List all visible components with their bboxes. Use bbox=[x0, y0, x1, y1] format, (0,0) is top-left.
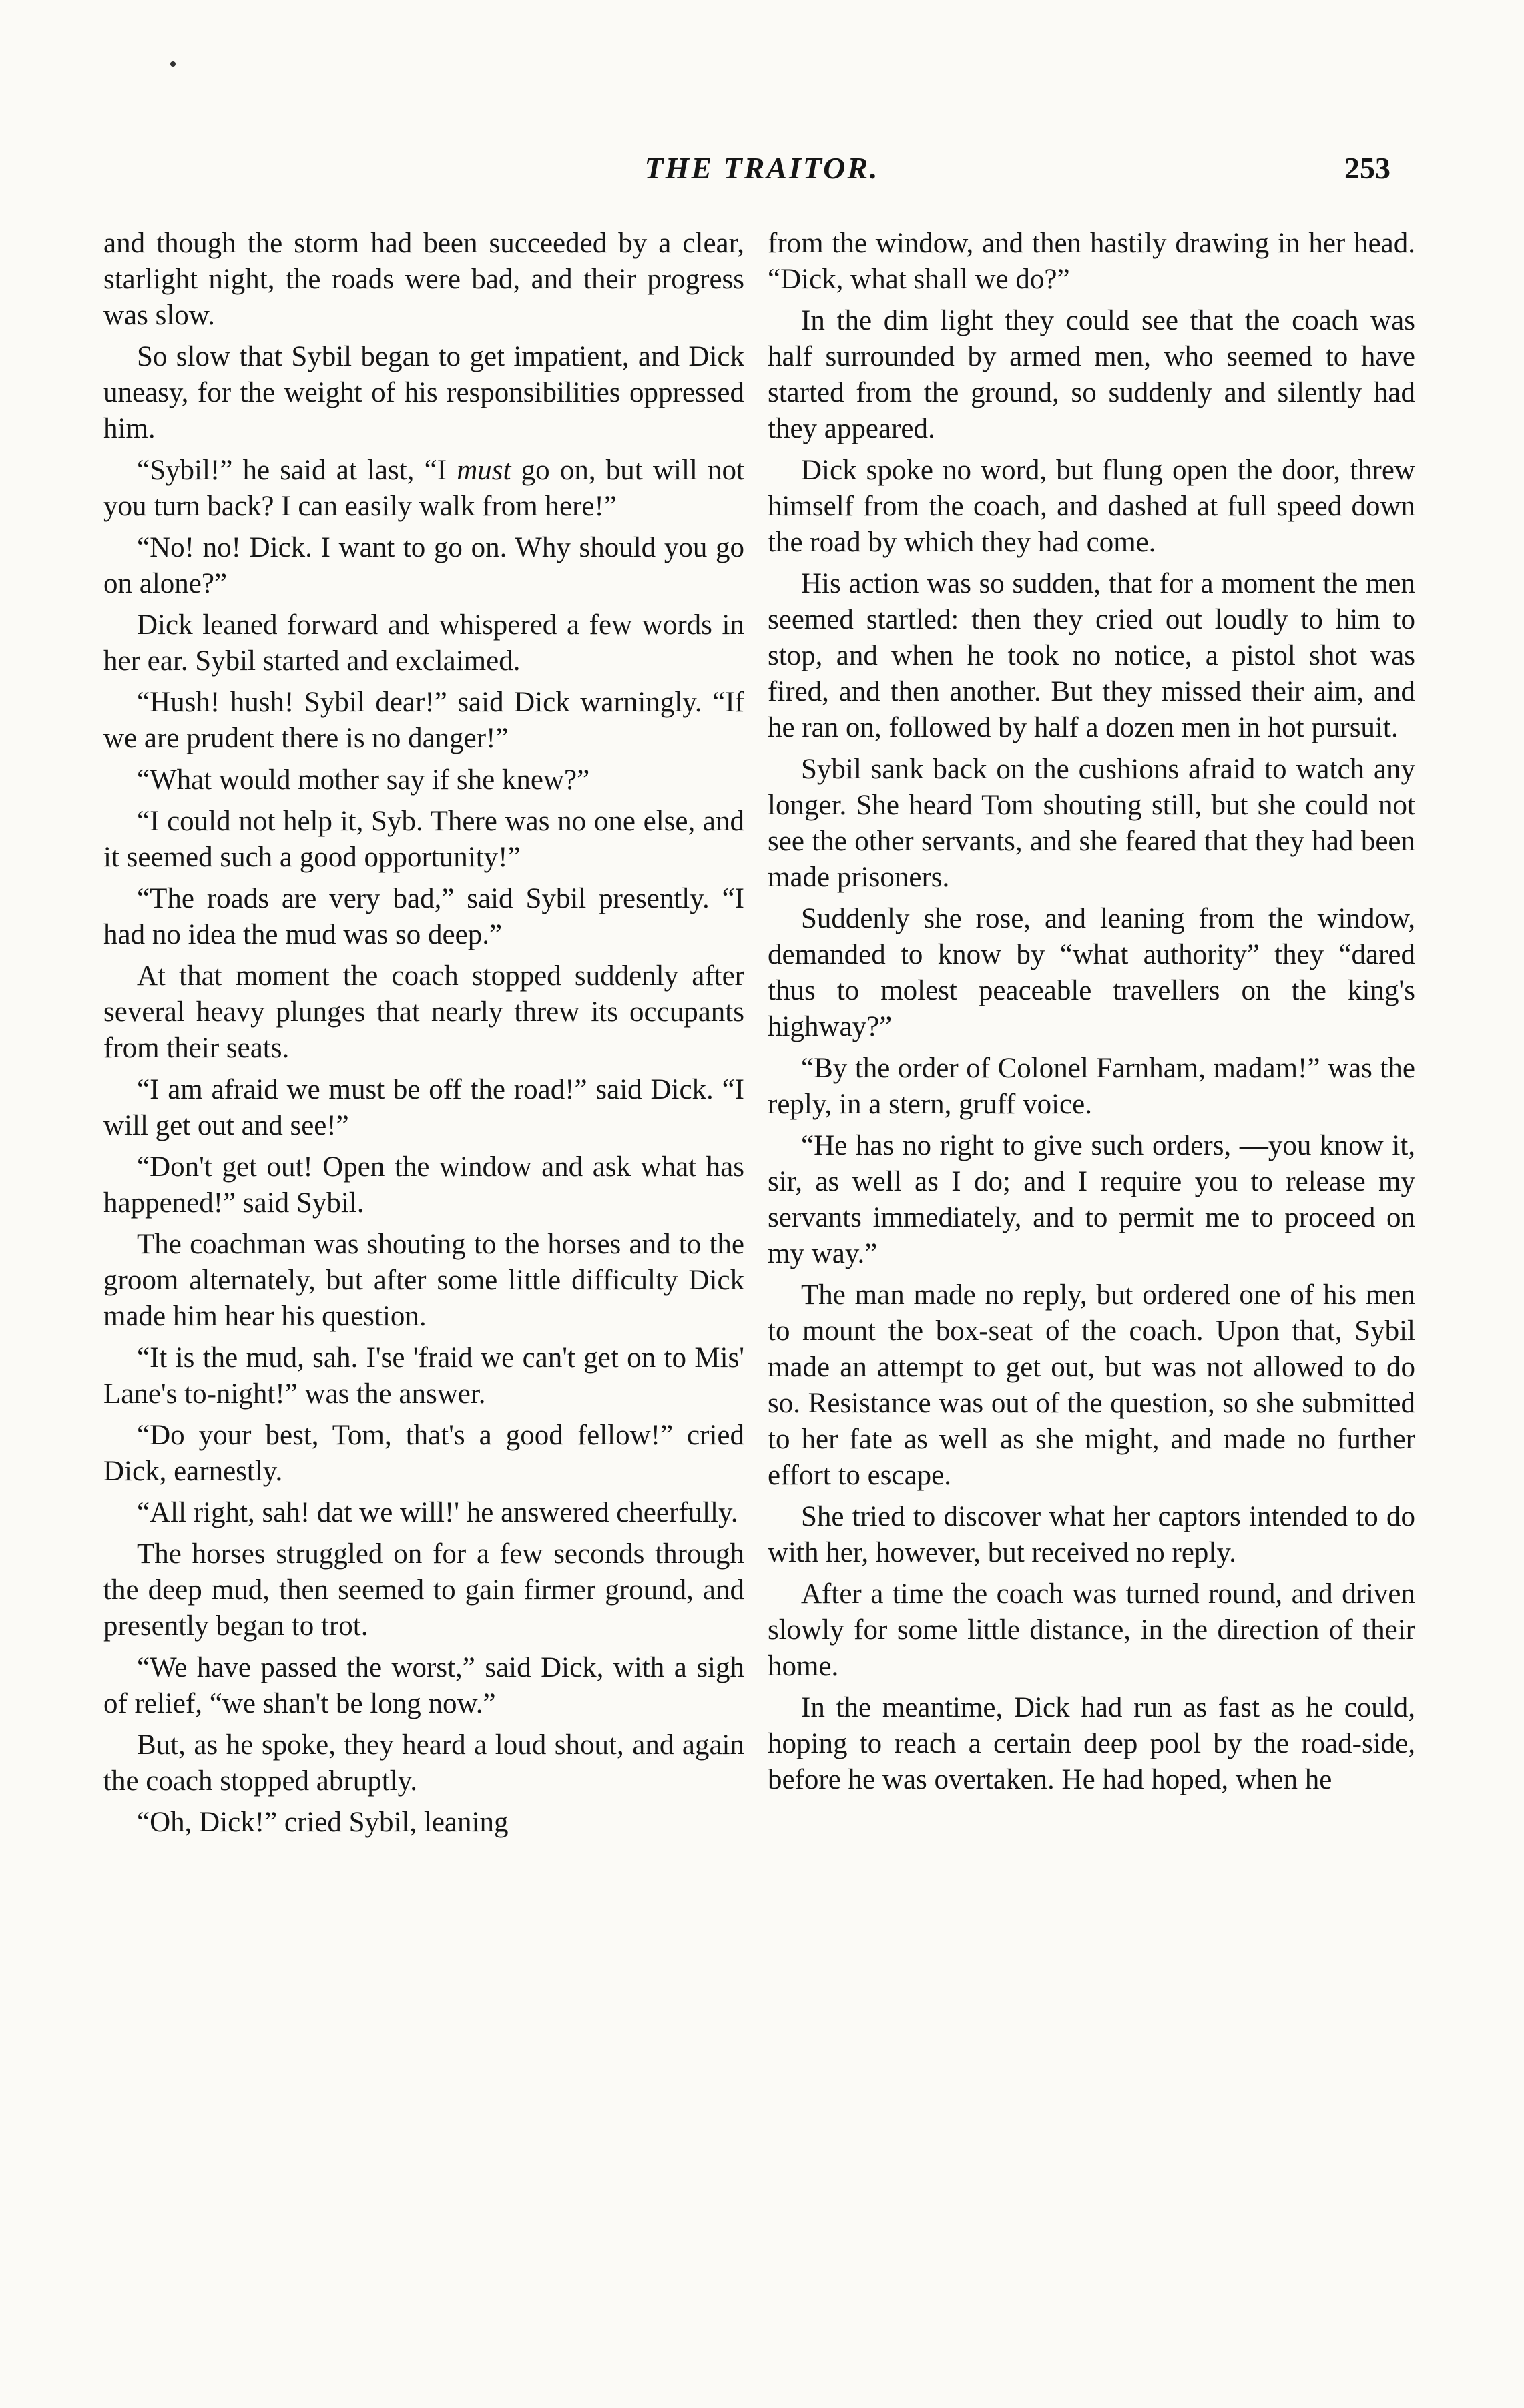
paragraph: “What would mother say if she knew?” bbox=[137, 764, 590, 796]
right-text-column bbox=[768, 226, 1415, 2268]
paragraph: In the dim light they could see that the coach was half surrounded by armed men, who seemed to have started from the ground, so suddenly and silently had they appeared. bbox=[768, 305, 1415, 444]
paragraph: So slow that Sybil began to get impatient, and Dick uneasy, for the weight of his responsibilities oppressed him. bbox=[103, 341, 744, 444]
paragraph: “All right, sah! dat we will!' he answered cheerfully. bbox=[137, 1497, 738, 1528]
paragraph: “I could not help it, Syb. There was no one else, and it seemed such a good opportunity!” bbox=[103, 806, 744, 873]
paragraph: In the meantime, Dick had run as fast as he could, hoping to reach a certain deep pool by the road-side, before he was overtaken. He had hoped, when he bbox=[768, 1692, 1415, 1795]
paragraph: Dick spoke no word, but flung open the door, threw himself from the coach, and dashed at full speed down the road by which they had come. bbox=[768, 455, 1415, 558]
paragraph: “We have passed the worst,” said Dick, with a sigh of relief, “we shan't be long now.” bbox=[103, 1652, 744, 1719]
paragraph: “Hush! hush! Sybil dear!” said Dick warningly. “If we are prudent there is no danger!” bbox=[103, 687, 744, 754]
paragraph: At that moment the coach stopped suddenly after several heavy plunges that nearly threw its occupants from their seats. bbox=[103, 960, 744, 1064]
paragraph: “Don't get out! Open the window and ask what has happened!” said Sybil. bbox=[103, 1151, 744, 1219]
left-text-column bbox=[103, 226, 744, 2268]
paragraph: “He has no right to give such orders, —you know it, sir, as well as I do; and I require you to release my servants immediately, and to permit me to proceed on my way.” bbox=[768, 1130, 1415, 1269]
paragraph: “Do your best, Tom, that's a good fellow!” cried Dick, earnestly. bbox=[103, 1420, 744, 1487]
paragraph-text: “Sybil!” he said at last, “I bbox=[137, 455, 457, 486]
paragraph: “No! no! Dick. I want to go on. Why should you go on alone?” bbox=[103, 532, 744, 599]
paragraph: “It is the mud, sah. I'se 'fraid we can't get on to Mis' Lane's to-night!” was the answer. bbox=[103, 1342, 744, 1410]
paragraph: “Oh, Dick!” cried Sybil, leaning bbox=[137, 1807, 509, 1838]
emphasis: must bbox=[457, 455, 511, 486]
paragraph: Dick leaned forward and whispered a few words in her ear. Sybil started and exclaimed. bbox=[103, 609, 744, 677]
paragraph: The coachman was shouting to the horses and to the groom alternately, but after some little difficulty Dick made him hear his question. bbox=[103, 1229, 744, 1332]
paragraph: His action was so sudden, that for a moment the men seemed startled: then they cried out loudly to him to stop, and when he took no notice, a pistol shot was fired, and then another. But they missed their aim, and he ran on, followed by half a dozen men in hot pursuit. bbox=[768, 568, 1415, 743]
paragraph: The man made no reply, but ordered one of his men to mount the box-seat of the coach. Upon that, Sybil made an attempt to get out, but was not allowed to do so. Resistance was out of the question, so she submitted to her fate as well as she might, and made no further effort to escape. bbox=[768, 1279, 1415, 1491]
paragraph: The horses struggled on for a few seconds through the deep mud, then seemed to gain firmer ground, and presently began to trot. bbox=[103, 1538, 744, 1642]
paragraph: But, as he spoke, they heard a loud shout, and again the coach stopped abruptly. bbox=[103, 1729, 744, 1797]
paragraph-text: go on, but will not you turn back? I can easily walk from here!” bbox=[103, 455, 744, 522]
page-header bbox=[0, 150, 1524, 197]
paragraph: and though the storm had been succeeded by a clear, starlight night, the roads were bad, and their progress was slow. bbox=[103, 228, 744, 331]
paragraph: “The roads are very bad,” said Sybil presently. “I had no idea the mud was so deep.” bbox=[103, 883, 744, 950]
paragraph: She tried to discover what her captors intended to do with her, however, but received no reply. bbox=[768, 1501, 1415, 1568]
paragraph: Suddenly she rose, and leaning from the window, demanded to know by “what authority” they “dared thus to molest peaceable travellers on the king's highway?” bbox=[768, 903, 1415, 1042]
page-number: 253 bbox=[1344, 151, 1390, 185]
paragraph: After a time the coach was turned round, and driven slowly for some little distance, in the direction of their home. bbox=[768, 1578, 1415, 1682]
running-title: THE TRAITOR. bbox=[644, 151, 880, 185]
paragraph: “By the order of Colonel Farnham, madam!” was the reply, in a stern, gruff voice. bbox=[768, 1052, 1415, 1120]
paragraph bbox=[103, 453, 744, 525]
paragraph: from the window, and then hastily drawing in her head. “Dick, what shall we do?” bbox=[768, 228, 1415, 295]
ink-speck bbox=[170, 61, 176, 67]
paragraph: “I am afraid we must be off the road!” said Dick. “I will get out and see!” bbox=[103, 1074, 744, 1141]
paragraph: Sybil sank back on the cushions afraid to watch any longer. She heard Tom shouting still, but she could not see the other servants, and she feared that they had been made prisoners. bbox=[768, 754, 1415, 893]
